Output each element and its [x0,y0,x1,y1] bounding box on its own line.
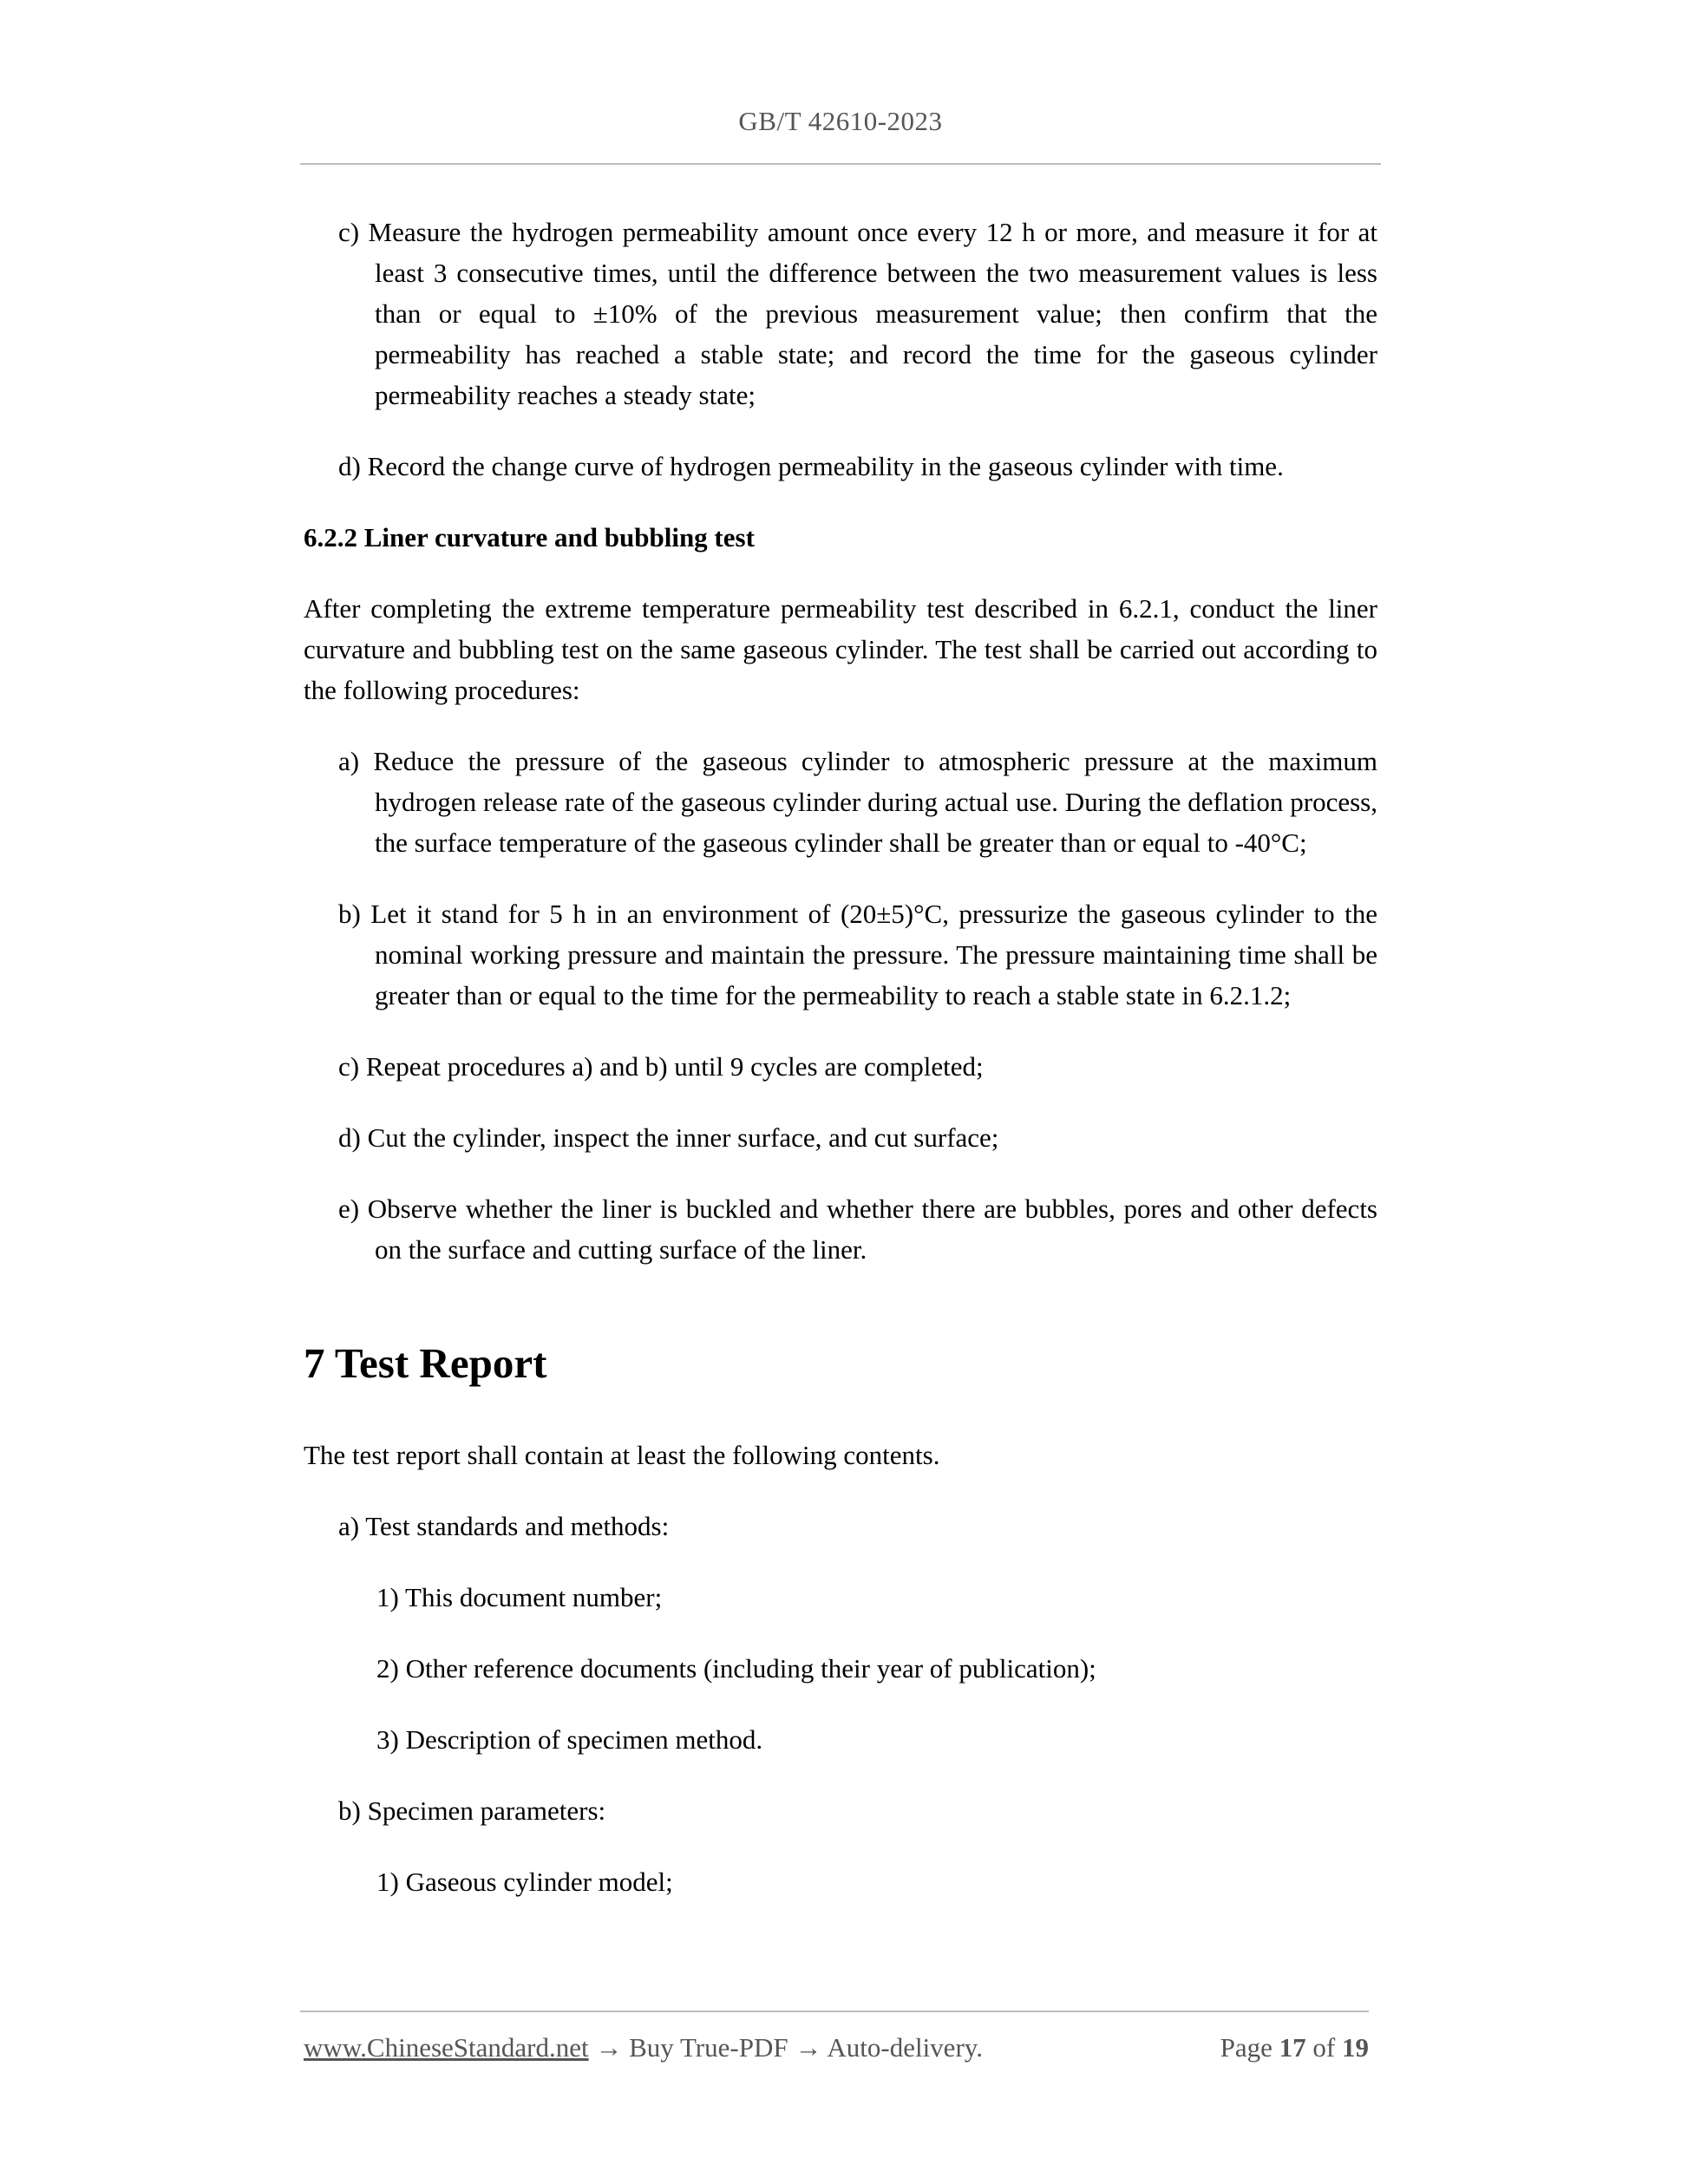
section-7-heading: 7 Test Report [304,1339,547,1387]
page-footer [304,2029,1369,2067]
header-divider [300,163,1381,165]
procedure-item-b: b) Let it stand for 5 h in an environment of (20±5)°C, pressurize the gaseous cylinder to the nominal working pressure and maintain the pressure. The pressure maintaining time shall be greater than or equal to the time for the permeability to reach a stable state in 6.2.1.2; [338,899,1377,1010]
report-subitem-a3: 3) Description of specimen method. [376,1724,763,1755]
section-6-2-2-intro: After completing the extreme temperature permeability test described in 6.2.1, conduct the liner curvature and bubbling test on the same gaseous cylinder. The test shall be carried out according to the following procedures: [304,593,1377,705]
report-item-a: a) Test standards and methods: [338,1511,670,1541]
report-subitem-a1: 1) This document number; [376,1582,663,1612]
procedure-item-a: a) Reduce the pressure of the gaseous cylinder to atmospheric pressure at the maximum hydrogen release rate of the gaseous cylinder during actual use. During the deflation process, the surface temperature of the gaseous cylinder shall be greater than or equal to -40°C; [338,746,1377,858]
footer-tagline: → Buy True-PDF → Auto-delivery. [588,2032,983,2063]
report-item-b: b) Specimen parameters: [338,1795,606,1826]
section-6-2-2-heading: 6.2.2 Liner curvature and bubbling test [304,522,755,553]
total-pages-number: 19 [1342,2032,1369,2063]
document-code-header: GB/T 42610-2023 [738,106,943,136]
current-page-number: 17 [1279,2032,1306,2063]
of-label: of [1312,2032,1336,2063]
chinesestandard-link[interactable]: www.ChineseStandard.net [304,2032,589,2063]
procedure-item-d: d) Cut the cylinder, inspect the inner surface, and cut surface; [338,1122,999,1153]
procedure-item-e: e) Observe whether the liner is buckled and whether there are bubbles, pores and other defects on the surface and cutting surface of the liner. [338,1193,1377,1265]
list-item-d-record: d) Record the change curve of hydrogen permeability in the gaseous cylinder with time. [338,451,1284,481]
list-item-c-measure: c) Measure the hydrogen permeability amount once every 12 h or more, and measure it for at least 3 consecutive times, until the difference between the two measurement values is less than or equal to ±10% of the previous measurement value; then confirm that the permeability has reached a stable state; and record the time for the gaseous cylinder permeability reaches a steady state; [338,217,1377,410]
section-7-intro: The test report shall contain at least the following contents. [304,1440,940,1470]
page-label: Page [1220,2032,1273,2063]
page-content [304,212,1377,1932]
procedure-item-c: c) Repeat procedures a) and b) until 9 cycles are completed; [338,1051,984,1082]
report-subitem-b1: 1) Gaseous cylinder model; [376,1867,673,1897]
report-subitem-a2: 2) Other reference documents (including their year of publication); [376,1653,1096,1684]
page-indicator [1220,2029,1369,2067]
footer-divider [300,2011,1369,2012]
